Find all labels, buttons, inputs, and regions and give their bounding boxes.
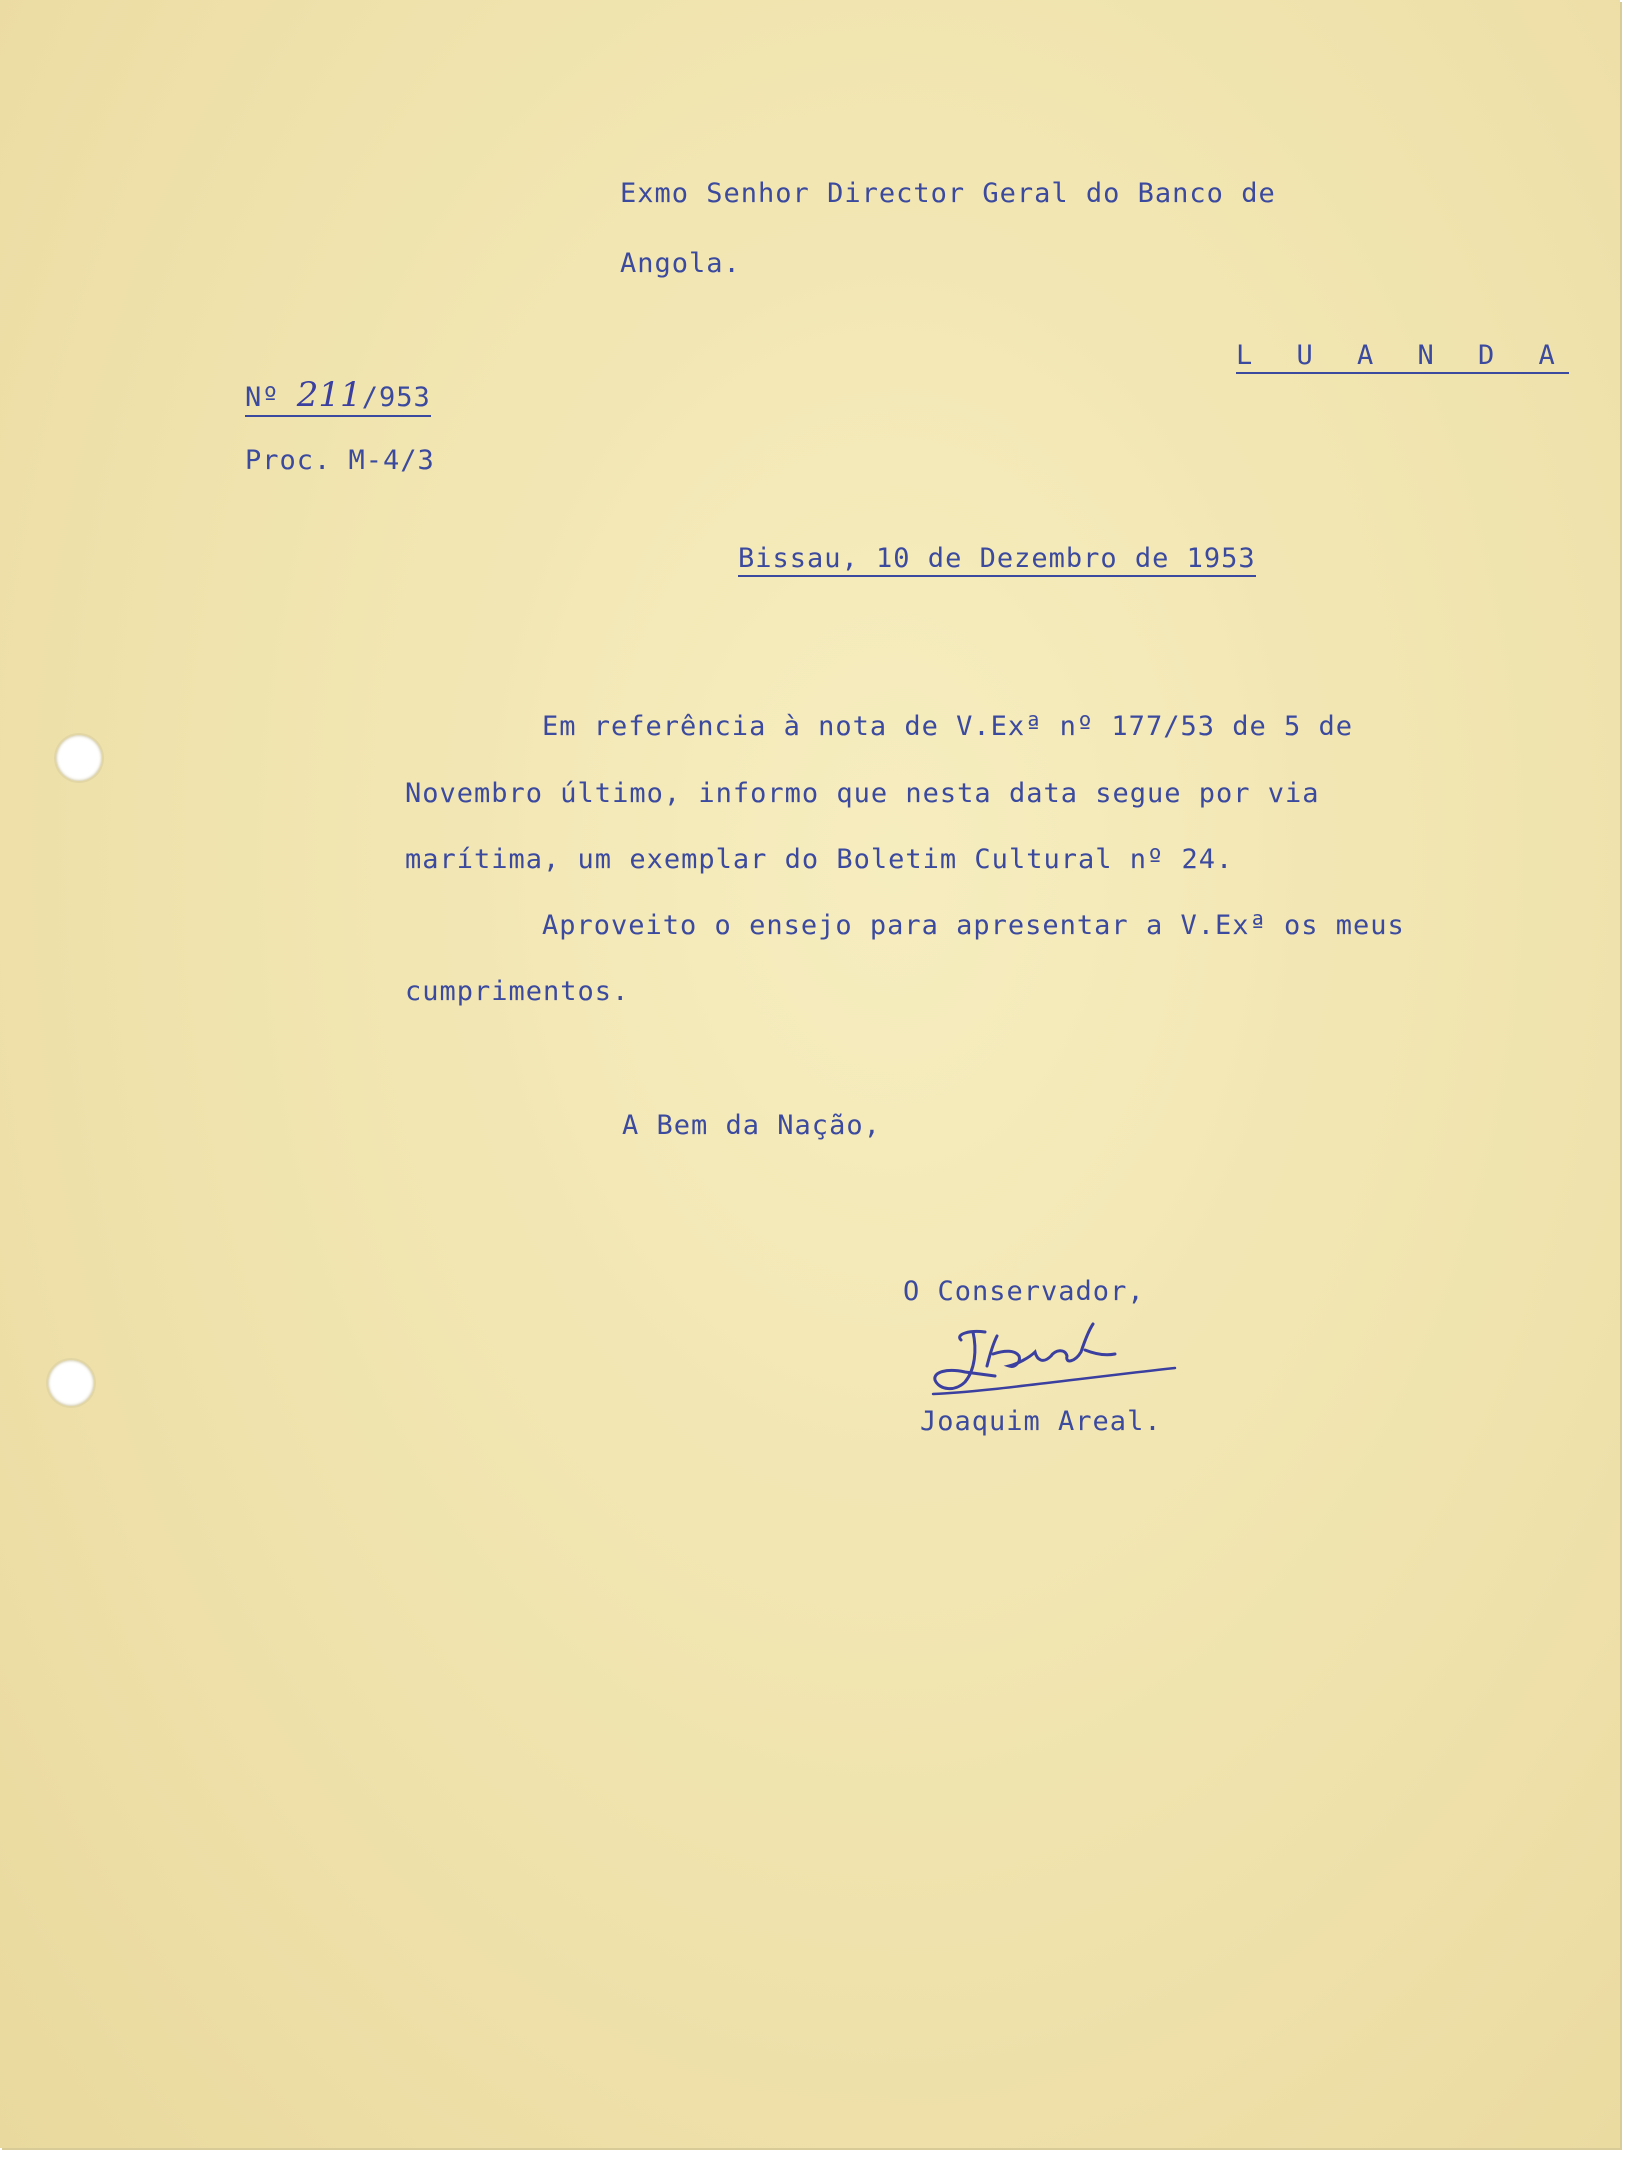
reference-year: /953 <box>361 382 431 413</box>
handwritten-signature <box>925 1310 1185 1400</box>
body-line-5: cumprimentos. <box>405 976 630 1007</box>
signer-name: Joaquim Areal. <box>920 1406 1162 1437</box>
addressee-line-1: Exmo Senhor Director Geral do Banco de <box>620 178 1276 209</box>
signer-title: O Conservador, <box>903 1276 1145 1307</box>
punch-hole-bottom <box>48 1360 94 1406</box>
city-luanda: L U A N D A <box>1236 342 1569 374</box>
reference-number <box>245 375 431 417</box>
place-and-date: Bissau, 10 de Dezembro de 1953 <box>738 545 1256 577</box>
reference-prefix: Nº <box>245 382 280 413</box>
process-reference: Proc. M-4/3 <box>245 445 435 476</box>
addressee-line-2: Angola. <box>620 248 741 279</box>
reference-handwritten-number: 211 <box>296 375 362 415</box>
punch-hole-top <box>56 735 102 781</box>
body-line-2: Novembro último, informo que nesta data segue por via <box>405 778 1320 809</box>
closing-salutation: A Bem da Nação, <box>622 1110 881 1141</box>
body-line-3: marítima, um exemplar do Boletim Cultural nº 24. <box>405 844 1234 875</box>
body-line-4: Aproveito o ensejo para apresentar a V.Exª os meus <box>542 910 1405 941</box>
body-line-1: Em referência à nota de V.Exª nº 177/53 de 5 de <box>542 711 1354 742</box>
